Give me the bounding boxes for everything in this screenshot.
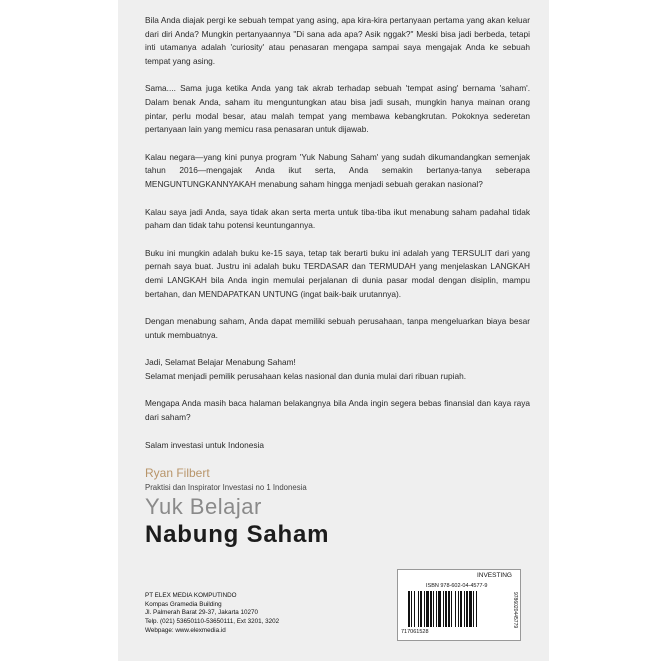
paragraph: Dengan menabung saham, Anda dapat memiliki sebuah perusahaan, tanpa mengeluarkan biaya besar untuk membuatnya. [145,316,530,340]
barcode-digits: 9786020445779 [512,592,518,629]
paragraph: Sama.... Sama juga ketika Anda yang tak akrab terhadap sebuah 'tempat asing' bernama 'saham'. Dalam benak Anda, saham itu menguntungkan atau bisa jadi susah, mungkin hanya mainan orang pintar, perlu modal besar, atau malah tempat yang membawa kebangkrutan. Pokoknya sederetan pertanyaan lain yang memicu rasa penasaran untuk dijawab. [145,83,530,135]
paragraph: Jadi, Selamat Belajar Menabung Saham! [145,357,296,368]
paragraph: Kalau saya jadi Anda, saya tidak akan serta merta untuk tiba-tiba ikut menabung saham padahal tidak paham dan tidak tahu potensi keuntungannya. [145,206,530,231]
publisher-name: PT ELEX MEDIA KOMPUTINDO [145,592,237,599]
barcode-label [397,569,521,641]
paragraph: Bila Anda diajak pergi ke sebuah tempat yang asing, apa kira-kira pertanyaan pertama yang akan keluar dari diri Anda? Mungkin pertanyaannya "Di sana ada apa? Asik nggak?" Meski bisa jadi berbeda, tetapi inti utamanya adalah 'curiosity' atau penasaran mengapa sampai saya mengajak Anda ke sebuah tempat yang asing. [145,15,530,66]
barcode-icon [408,591,508,627]
product-code: 717061528 [401,629,429,635]
paragraph: Mengapa Anda masih baca halaman belakangnya bila Anda ingin segera bebas finansial dan kaya raya dari saham? [145,398,530,423]
publisher-web: Webpage: www.elexmedia.id [145,626,226,634]
publisher-info [145,592,279,636]
publisher-building: Kompas Gramedia Building [145,600,222,608]
author-name: Ryan Filbert [145,466,210,480]
book-category: INVESTING [476,572,512,579]
author-tagline: Praktisi dan Inspirator Investasi no 1 Indonesia [145,483,307,492]
book-title-line2: Nabung Saham [145,521,330,548]
publisher-phone: Telp. (021) 53650110-53650111, Ext 3201, 3202 [145,618,280,626]
paragraph: Kalau negara—yang kini punya program 'Yuk Nabung Saham' yang sudah dikumandangkan semenjak tahun 2016—mengajak Anda ikut serta, Anda semakin bertanya-tanya seberapa MENGUNTUNGKANNYAKAH menabung saham hingga menjadi sebuah gerakan nasional? [145,151,530,189]
paragraph: Salam investasi untuk Indonesia [145,439,264,450]
isbn-number: ISBN 978-602-04-4577-9 [426,583,488,589]
paragraph: Buku ini mungkin adalah buku ke-15 saya, tetap tak berarti buku ini adalah yang TERSULIT dari yang pernah saya buat. Justru ini adalah buku TERDASAR dan TERMUDAH yang menjelaskan LANGKAH demi LANGKAH bila Anda ingin memulai perjalanan di dunia pasar modal dengan disiplin, mampu bertahan, dan MENDAPATKAN UNTUNG (ingat baik-baik urutannya). [145,247,530,299]
publisher-address: Jl. Palmerah Barat 29-37, Jakarta 10270 [145,609,259,617]
blurb-text [145,14,530,466]
paragraph: Selamat menjadi pemilik perusahaan kelas nasional dan dunia mulai dari ribuan rupiah. [145,370,467,381]
book-title-line1: Yuk Belajar [145,494,262,519]
